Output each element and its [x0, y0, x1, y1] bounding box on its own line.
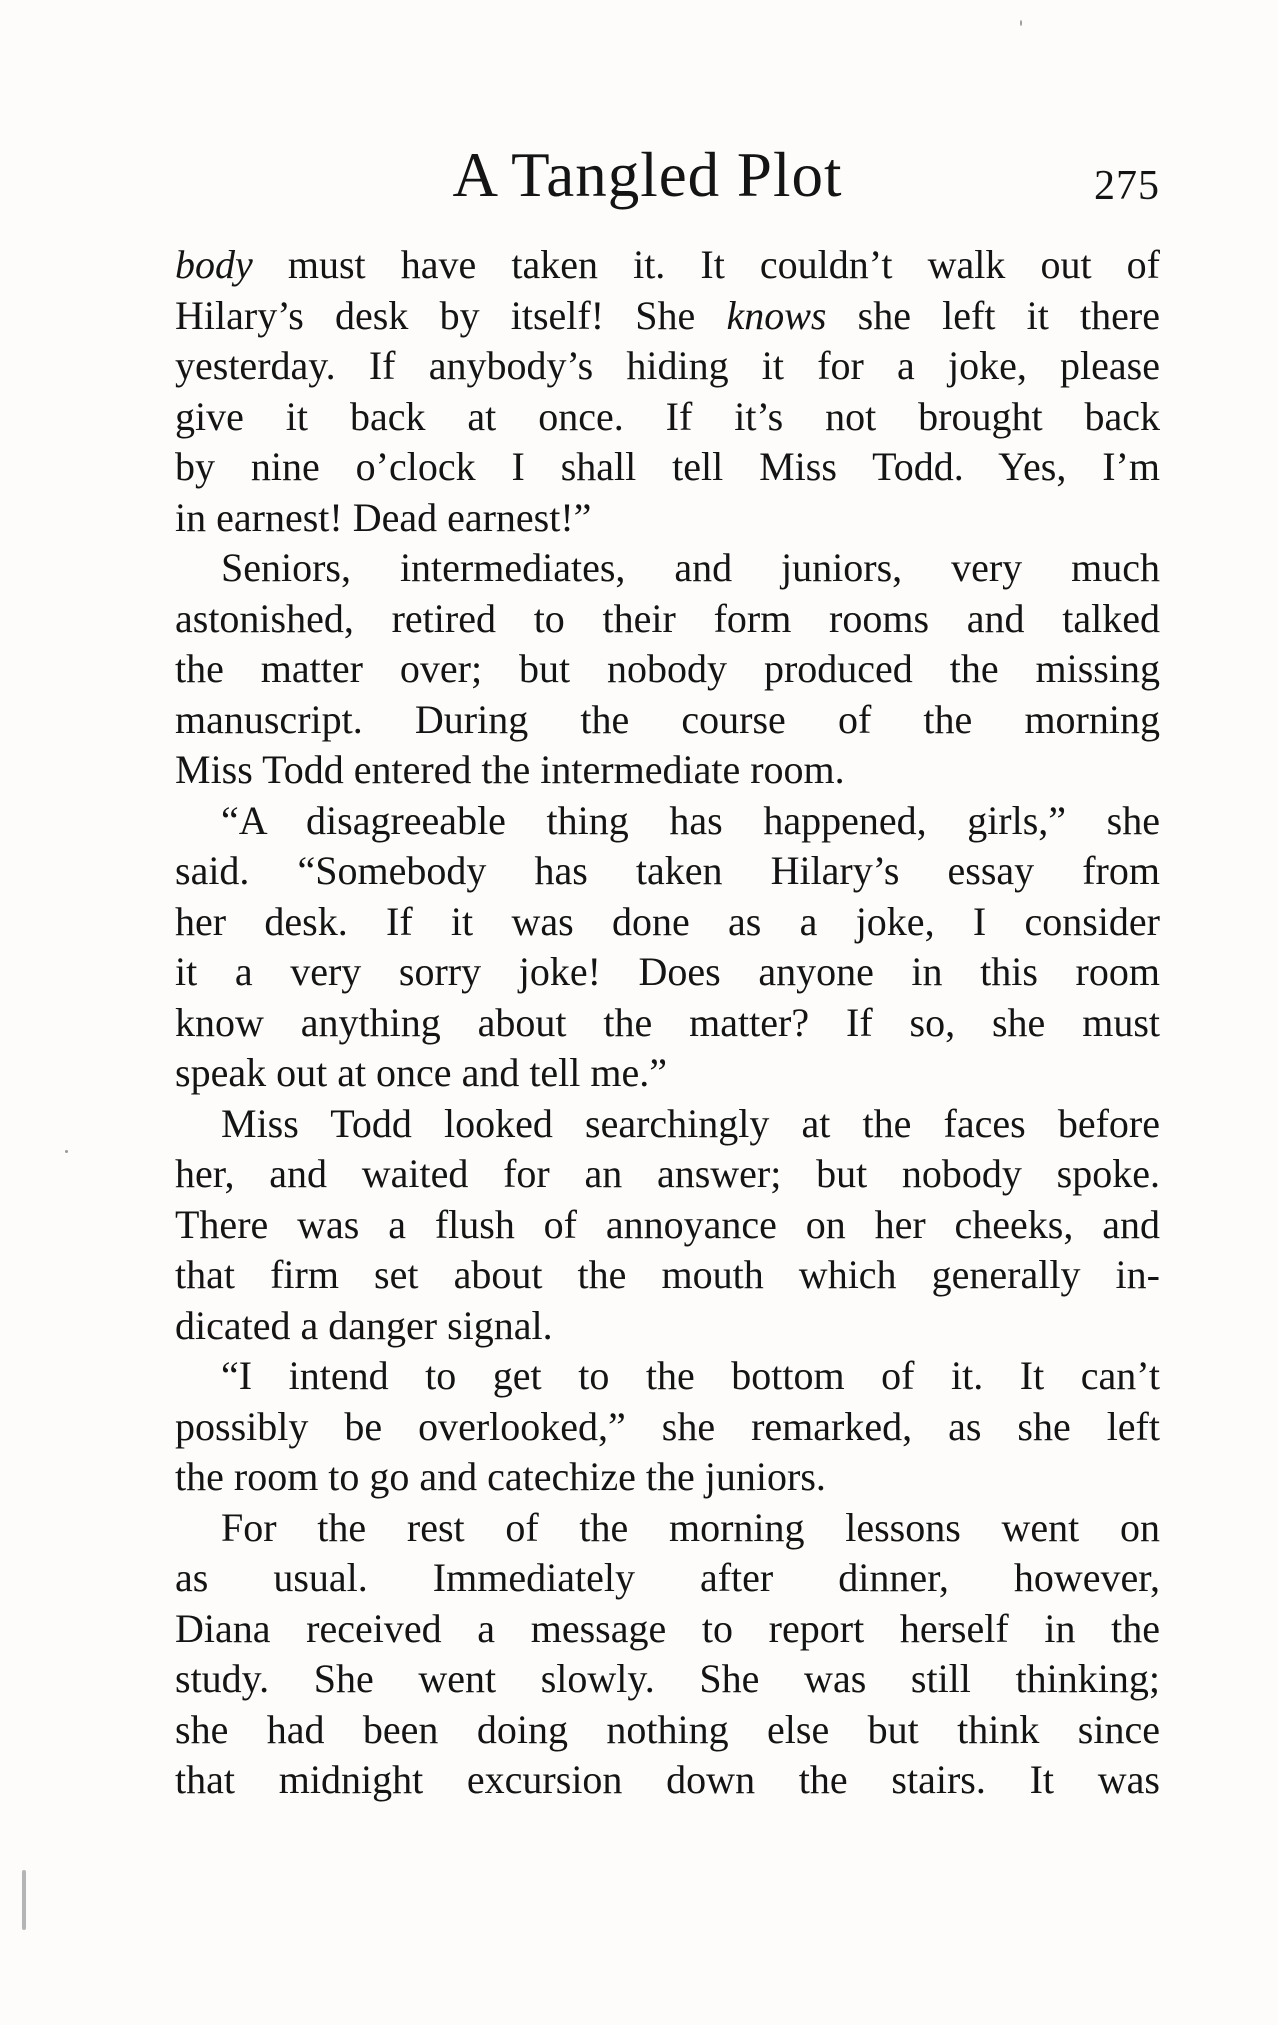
- line-text: “A disagreeable thing has happened, girls,” she: [221, 797, 1160, 843]
- line-text: in earnest! Dead earnest!”: [175, 494, 592, 540]
- line-text: she had been doing nothing else but think since: [175, 1706, 1160, 1752]
- italic-text: knows: [726, 292, 827, 338]
- scan-speck: [65, 1150, 68, 1153]
- line-text: her desk. If it was done as a joke, I consider: [175, 898, 1160, 944]
- text-line: [175, 1604, 1160, 1655]
- line-text: speak out at once and tell me.”: [175, 1050, 668, 1095]
- text-line: [175, 1705, 1160, 1756]
- text-line: [175, 998, 1160, 1049]
- running-head: [175, 140, 1160, 220]
- line-text: by nine o’clock I shall tell Miss Todd. Yes, I’m: [175, 444, 1160, 489]
- body-text: [175, 240, 1160, 1806]
- line-text: give it back at once. If it’s not brought back: [175, 393, 1160, 439]
- line-text: that midnight excursion down the stairs. It was: [175, 1757, 1160, 1802]
- line-text: said. “Somebody has taken Hilary’s essay from: [175, 848, 1160, 893]
- line-text: astonished, retired to their form rooms and talked: [175, 595, 1160, 641]
- line-text: yesterday. If anybody’s hiding it for a joke, please: [175, 343, 1160, 388]
- line-text: Diana received a message to report herself in the: [175, 1605, 1160, 1651]
- scan-speck: [1020, 20, 1022, 26]
- line-text: “I intend to get to the bottom of it. It can’t: [221, 1353, 1160, 1398]
- line-text: know anything about the matter? If so, she must: [175, 999, 1160, 1045]
- text-line: [175, 1503, 1160, 1554]
- page-number: 275: [1094, 163, 1160, 209]
- text-line: [175, 392, 1160, 443]
- line-text: Miss Todd looked searchingly at the faces before: [221, 1100, 1160, 1146]
- line-text: the room to go and catechize the juniors.: [175, 1454, 826, 1499]
- text-line: [175, 341, 1160, 392]
- line-text: as usual. Immediately after dinner, however,: [175, 1555, 1160, 1600]
- text-line: [175, 1553, 1160, 1604]
- text-line: [175, 1301, 1160, 1352]
- line-text: dicated a danger signal.: [175, 1302, 553, 1348]
- line-text: possibly be overlooked,” she remarked, as she left: [175, 1403, 1160, 1449]
- line-text: study. She went slowly. She was still thinking;: [175, 1656, 1160, 1701]
- text-line: [175, 1402, 1160, 1453]
- text-line: [175, 644, 1160, 695]
- text-line: [175, 796, 1160, 847]
- text-line: [175, 1452, 1160, 1503]
- text-line: [175, 1351, 1160, 1402]
- text-line: [175, 897, 1160, 948]
- text-line: [175, 543, 1160, 594]
- text-line: [175, 442, 1160, 493]
- italic-text: body: [175, 242, 253, 287]
- line-text: Miss Todd entered the intermediate room.: [175, 747, 845, 792]
- running-title: A Tangled Plot: [452, 140, 843, 210]
- text-line: [175, 745, 1160, 796]
- line-text: it a very sorry joke! Does anyone in this room: [175, 949, 1160, 994]
- text-line: [175, 947, 1160, 998]
- text-line: [175, 1200, 1160, 1251]
- text-line: [175, 1755, 1160, 1806]
- text-line: [175, 493, 1160, 544]
- line-text: must have taken it. It couldn’t walk out of: [252, 242, 1160, 287]
- line-text: that firm set about the mouth which generally in-: [175, 1252, 1160, 1297]
- line-text: manuscript. During the course of the morning: [175, 696, 1160, 742]
- text-line: [175, 846, 1160, 897]
- text-line: [175, 1048, 1160, 1099]
- line-text: There was a flush of annoyance on her cheeks, and: [175, 1201, 1160, 1247]
- text-line: [175, 1250, 1160, 1301]
- text-line: [175, 1099, 1160, 1150]
- line-text: the matter over; but nobody produced the missing: [175, 646, 1160, 691]
- text-line: [175, 291, 1160, 342]
- line-text: Seniors, intermediates, and juniors, very much: [221, 545, 1160, 590]
- text-line: [175, 695, 1160, 746]
- line-text: her, and waited for an answer; but nobody spoke.: [175, 1151, 1160, 1196]
- text-line: [175, 1654, 1160, 1705]
- line-text: she left it there: [826, 292, 1160, 338]
- scan-speck: [22, 1870, 26, 1930]
- line-text: Hilary’s desk by itself! She: [175, 292, 727, 338]
- line-text: For the rest of the morning lessons went on: [221, 1504, 1160, 1550]
- text-line: [175, 240, 1160, 291]
- text-line: [175, 594, 1160, 645]
- text-line: [175, 1149, 1160, 1200]
